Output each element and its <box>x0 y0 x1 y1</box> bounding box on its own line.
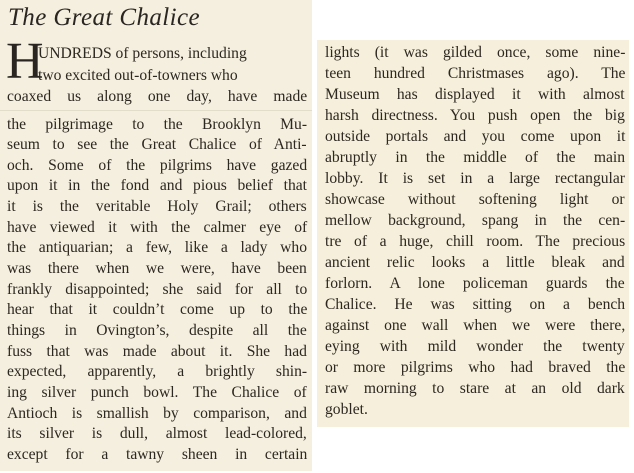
text-line: forlorn. A lone policeman guards the <box>325 275 625 292</box>
text-line: teen hundred Christmases ago). The <box>325 65 626 82</box>
text-line: ancient relic looks a little bleak and <box>325 254 625 271</box>
text-line: eying with mild wonder the twenty <box>325 338 625 355</box>
text-line: hear that it couldn’t come up to the <box>7 301 308 318</box>
text-line: lights (it was gilded once, some nine- <box>325 44 626 61</box>
article-title: The Great Chalice <box>8 4 200 31</box>
text-line: or more pilgrims who had braved the <box>325 359 626 376</box>
text-line: outside portals and you come upon it <box>325 128 626 145</box>
right-column-clipping <box>317 40 629 427</box>
text-line: goblet. <box>325 401 368 418</box>
text-line: abruptly in the middle of the main <box>325 149 626 166</box>
text-line: two excited out-of-towners who <box>38 67 238 84</box>
text-line: coaxed us along one day, have made <box>7 88 308 105</box>
text-line: against one wall when we were there, <box>325 317 626 334</box>
text-line: mellow background, spang in the cen- <box>325 212 626 229</box>
text-line: seum to see the Great Chalice of Anti- <box>7 136 307 153</box>
left-column-clipping <box>0 0 312 471</box>
clipping-seam <box>0 110 312 111</box>
text-line: tre of a huge, chill room. The precious <box>325 233 626 250</box>
text-line: Chalice. He was sitting on a bench <box>325 296 626 313</box>
text-line: its silver is dull, almost lead-colored, <box>7 425 307 442</box>
text-line: the pilgrimage to the Brooklyn Mu- <box>7 116 308 133</box>
text-line: expected, apparently, a brightly shin- <box>7 363 308 380</box>
text-line: except for a tawny sheen in certain <box>7 446 308 463</box>
text-line: the antiquarian; a few, like a lady who <box>7 239 308 256</box>
text-line: och. Some of the pilgrims have gazed <box>7 157 308 174</box>
text-line: upon it in the fond and pious belief that <box>7 177 307 194</box>
text-line: it is the veritable Holy Grail; others <box>7 198 307 215</box>
text-line: was there when we were, have been <box>7 260 307 277</box>
text-line: lobby. It is set in a large rectangular <box>325 170 626 187</box>
text-line: UNDREDS of persons, including <box>38 45 247 62</box>
text-line: fuss that was made about it. She had <box>7 343 307 360</box>
text-line: things in Ovington’s, despite all the <box>7 322 307 339</box>
text-line: harsh directness. You push open the big <box>325 107 625 124</box>
drop-cap: H <box>6 33 44 90</box>
text-line: showcase without softening light or <box>325 191 625 208</box>
text-line: have viewed it with the calmer eye of <box>7 219 308 236</box>
text-line: raw morning to stare at an old dark <box>325 380 625 397</box>
text-line: ing silver punch bowl. The Chalice of <box>7 384 307 401</box>
text-line: Museum has displayed it with almost <box>325 86 625 103</box>
text-line: Antioch is smallish by comparison, and <box>7 405 307 422</box>
text-line: frankly disappointed; she said for all to <box>7 281 308 298</box>
